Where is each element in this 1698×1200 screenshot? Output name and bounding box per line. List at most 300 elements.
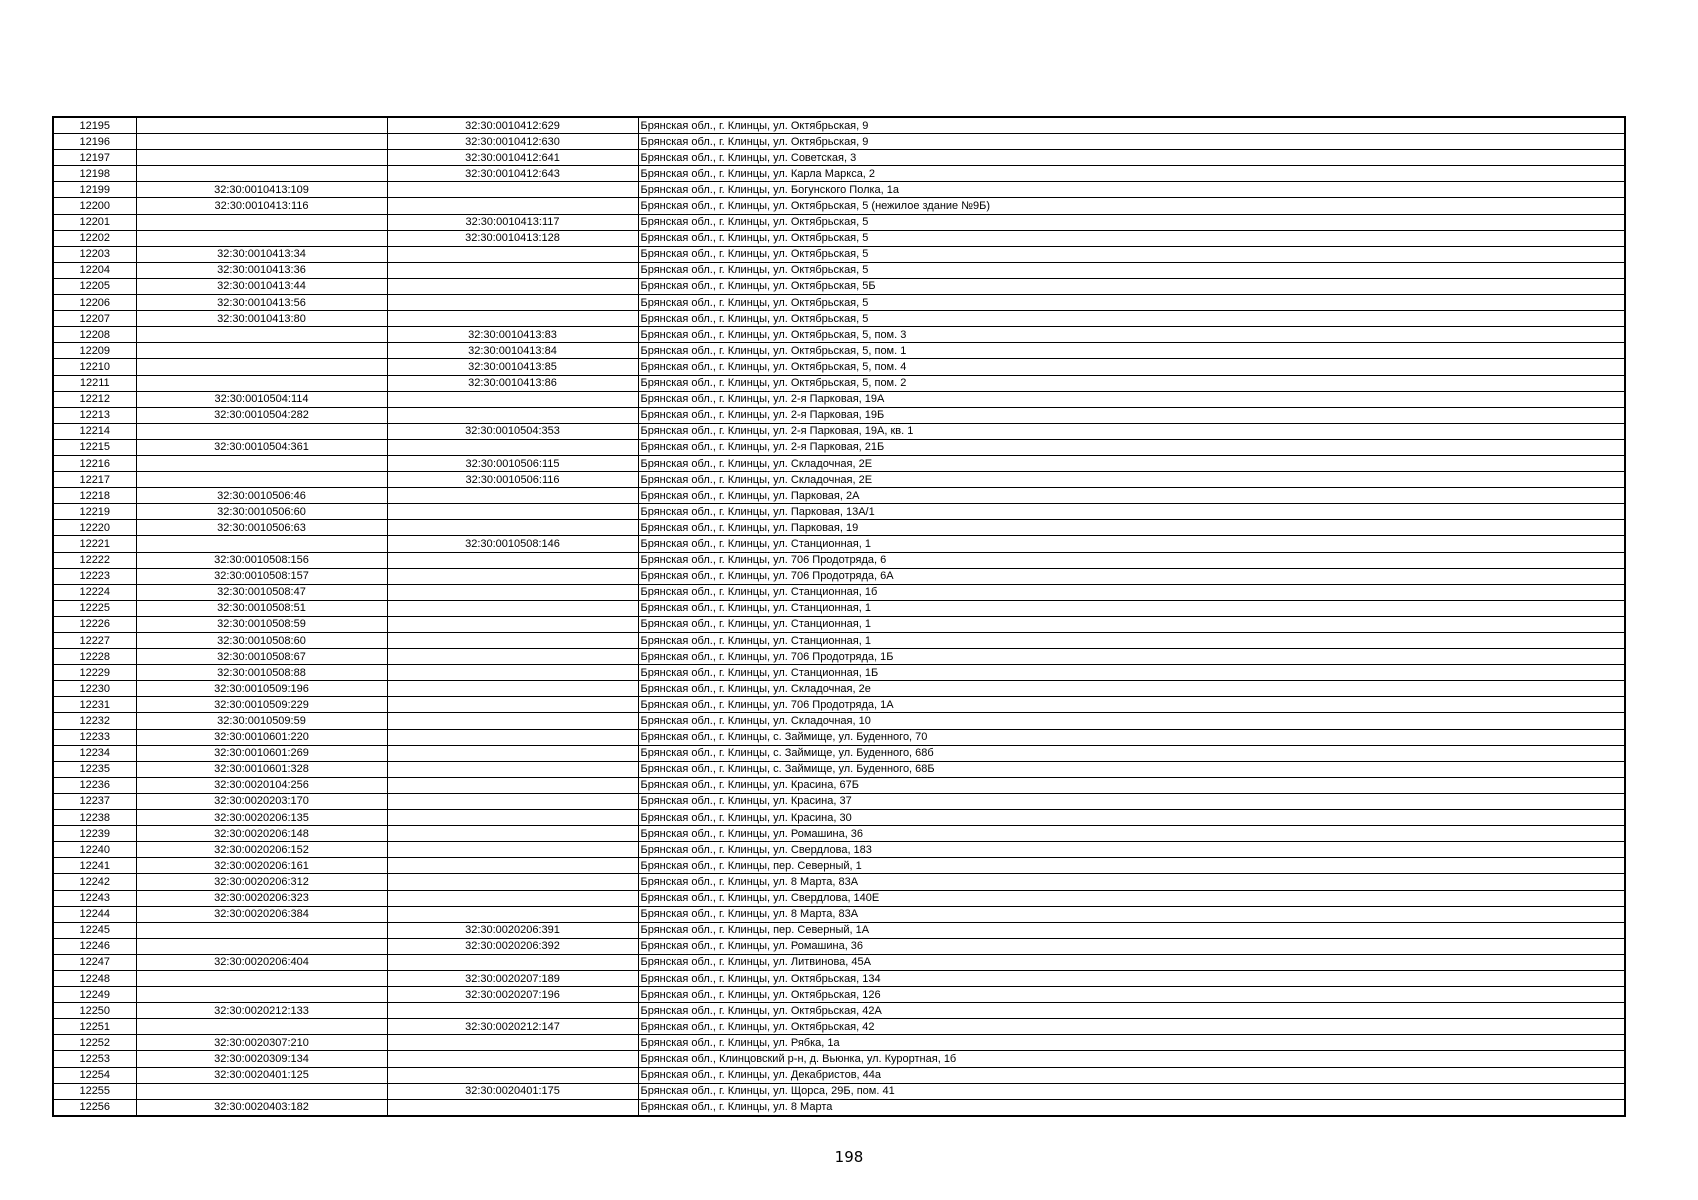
cadastral-number-cell: 32:30:0010601:269 (136, 745, 387, 761)
premises-cadastral-number-cell (387, 874, 638, 890)
address-cell: Брянская обл., г. Клинцы, ул. Станционная, 1Б (638, 665, 1625, 681)
table-row (53, 1019, 1625, 1035)
premises-cadastral-number-cell (387, 954, 638, 970)
row-number-cell: 12249 (53, 987, 136, 1003)
cadastral-number-cell: 32:30:0010506:46 (136, 488, 387, 504)
table-row (53, 890, 1625, 906)
table-row (53, 713, 1625, 729)
premises-cadastral-number-cell: 32:30:0020206:391 (387, 922, 638, 938)
table-row (53, 262, 1625, 278)
premises-cadastral-number-cell: 32:30:0010508:146 (387, 536, 638, 552)
table-row (53, 681, 1625, 697)
cadastral-number-cell: 32:30:0010601:220 (136, 729, 387, 745)
table-row (53, 488, 1625, 504)
cadastral-number-cell: 32:30:0020206:161 (136, 858, 387, 874)
table-row (53, 166, 1625, 182)
cadastral-number-cell (136, 117, 387, 134)
address-cell: Брянская обл., г. Клинцы, ул. Красина, 30 (638, 810, 1625, 826)
address-cell: Брянская обл., г. Клинцы, ул. 706 Продотряда, 6 (638, 552, 1625, 568)
cadastral-number-cell: 32:30:0010413:80 (136, 311, 387, 327)
address-cell: Брянская обл., г. Клинцы, ул. Парковая, 2А (638, 488, 1625, 504)
cadastral-number-cell (136, 327, 387, 343)
row-number-cell: 12238 (53, 810, 136, 826)
table-row (53, 874, 1625, 890)
address-cell: Брянская обл., г. Клинцы, пер. Северный, 1А (638, 922, 1625, 938)
cadastral-number-cell: 32:30:0010413:34 (136, 246, 387, 262)
premises-cadastral-number-cell (387, 777, 638, 793)
cadastral-number-cell: 32:30:0020212:133 (136, 1003, 387, 1019)
table-row (53, 970, 1625, 986)
premises-cadastral-number-cell: 32:30:0010413:84 (387, 343, 638, 359)
table-row (53, 246, 1625, 262)
address-cell: Брянская обл., г. Клинцы, ул. Октябрьская, 5 (638, 262, 1625, 278)
address-cell: Брянская обл., г. Клинцы, с. Займище, ул. Буденного, 70 (638, 729, 1625, 745)
row-number-cell: 12216 (53, 455, 136, 471)
table-row (53, 552, 1625, 568)
address-cell: Брянская обл., г. Клинцы, ул. Складочная, 2е (638, 681, 1625, 697)
table-row (53, 826, 1625, 842)
table-row (53, 117, 1625, 134)
row-number-cell: 12199 (53, 182, 136, 198)
table-row (53, 343, 1625, 359)
row-number-cell: 12198 (53, 166, 136, 182)
table-row (53, 922, 1625, 938)
cadastral-number-cell (136, 938, 387, 954)
address-cell: Брянская обл., г. Клинцы, с. Займище, ул. Буденного, 68Б (638, 761, 1625, 777)
address-cell: Брянская обл., г. Клинцы, ул. Октябрьская, 134 (638, 970, 1625, 986)
cadastral-number-cell: 32:30:0010508:67 (136, 649, 387, 665)
address-cell: Брянская обл., г. Клинцы, ул. Октябрьская, 5 (638, 295, 1625, 311)
table-row (53, 214, 1625, 230)
premises-cadastral-number-cell: 32:30:0020212:147 (387, 1019, 638, 1035)
cadastral-number-cell: 32:30:0020203:170 (136, 793, 387, 809)
row-number-cell: 12233 (53, 729, 136, 745)
row-number-cell: 12256 (53, 1099, 136, 1116)
table-row (53, 134, 1625, 150)
address-cell: Брянская обл., г. Клинцы, ул. 2-я Парковая, 19А (638, 391, 1625, 407)
row-number-cell: 12203 (53, 246, 136, 262)
table-row (53, 761, 1625, 777)
row-number-cell: 12229 (53, 665, 136, 681)
address-cell: Брянская обл., г. Клинцы, ул. 706 Продотряда, 1А (638, 697, 1625, 713)
row-number-cell: 12246 (53, 938, 136, 954)
table-row (53, 150, 1625, 166)
address-cell: Брянская обл., г. Клинцы, ул. Парковая, 19 (638, 520, 1625, 536)
cadastral-number-cell (136, 150, 387, 166)
address-cell: Брянская обл., г. Клинцы, ул. 706 Продотряда, 1Б (638, 649, 1625, 665)
address-cell: Брянская обл., г. Клинцы, ул. Станционная, 1б (638, 584, 1625, 600)
premises-cadastral-number-cell (387, 504, 638, 520)
address-cell: Брянская обл., г. Клинцы, ул. Ромашина, 36 (638, 938, 1625, 954)
address-cell: Брянская обл., г. Клинцы, ул. Октябрьская, 5, пом. 4 (638, 359, 1625, 375)
cadastral-number-cell: 32:30:0020309:134 (136, 1051, 387, 1067)
cadastral-number-cell: 32:30:0010413:109 (136, 182, 387, 198)
cadastral-number-cell: 32:30:0010508:60 (136, 633, 387, 649)
cadastral-number-cell (136, 987, 387, 1003)
premises-cadastral-number-cell (387, 1099, 638, 1116)
address-cell: Брянская обл., г. Клинцы, ул. Октябрьская, 42 (638, 1019, 1625, 1035)
row-number-cell: 12231 (53, 697, 136, 713)
premises-cadastral-number-cell (387, 842, 638, 858)
address-cell: Брянская обл., г. Клинцы, ул. 8 Марта, 83А (638, 874, 1625, 890)
cadastral-number-cell: 32:30:0010508:59 (136, 616, 387, 632)
table-row (53, 906, 1625, 922)
premises-cadastral-number-cell (387, 665, 638, 681)
address-cell: Брянская обл., г. Клинцы, ул. Красина, 67Б (638, 777, 1625, 793)
table-row (53, 182, 1625, 198)
row-number-cell: 12228 (53, 649, 136, 665)
premises-cadastral-number-cell: 32:30:0020207:189 (387, 970, 638, 986)
row-number-cell: 12241 (53, 858, 136, 874)
premises-cadastral-number-cell (387, 1067, 638, 1083)
table-row (53, 1083, 1625, 1099)
table-row (53, 1035, 1625, 1051)
cadastral-number-cell (136, 166, 387, 182)
premises-cadastral-number-cell: 32:30:0010413:86 (387, 375, 638, 391)
premises-cadastral-number-cell (387, 262, 638, 278)
premises-cadastral-number-cell (387, 1003, 638, 1019)
page-number: 198 (834, 1148, 864, 1166)
address-cell: Брянская обл., г. Клинцы, ул. Декабристов, 44а (638, 1067, 1625, 1083)
row-number-cell: 12247 (53, 954, 136, 970)
premises-cadastral-number-cell: 32:30:0010413:83 (387, 327, 638, 343)
row-number-cell: 12239 (53, 826, 136, 842)
cadastral-number-cell: 32:30:0010413:116 (136, 198, 387, 214)
address-cell: Брянская обл., г. Клинцы, ул. Октябрьская, 126 (638, 987, 1625, 1003)
row-number-cell: 12224 (53, 584, 136, 600)
cadastral-number-cell: 32:30:0020307:210 (136, 1035, 387, 1051)
cadastral-number-cell: 32:30:0020206:323 (136, 890, 387, 906)
address-cell: Брянская обл., г. Клинцы, ул. Октябрьская, 9 (638, 117, 1625, 134)
premises-cadastral-number-cell (387, 520, 638, 536)
premises-cadastral-number-cell (387, 311, 638, 327)
table-row (53, 729, 1625, 745)
table-row (53, 455, 1625, 471)
address-cell: Брянская обл., г. Клинцы, ул. Октябрьская, 5 (638, 246, 1625, 262)
premises-cadastral-number-cell (387, 890, 638, 906)
cadastral-number-cell: 32:30:0010508:156 (136, 552, 387, 568)
address-cell: Брянская обл., г. Клинцы, ул. Свердлова, 140Е (638, 890, 1625, 906)
row-number-cell: 12227 (53, 633, 136, 649)
premises-cadastral-number-cell (387, 584, 638, 600)
row-number-cell: 12221 (53, 536, 136, 552)
address-cell: Брянская обл., г. Клинцы, ул. Станционная, 1 (638, 633, 1625, 649)
premises-cadastral-number-cell (387, 729, 638, 745)
cadastral-number-cell (136, 359, 387, 375)
address-cell: Брянская обл., г. Клинцы, ул. Станционная, 1 (638, 616, 1625, 632)
address-cell: Брянская обл., г. Клинцы, ул. Красина, 37 (638, 793, 1625, 809)
table-row (53, 391, 1625, 407)
premises-cadastral-number-cell: 32:30:0020401:175 (387, 1083, 638, 1099)
row-number-cell: 12234 (53, 745, 136, 761)
row-number-cell: 12244 (53, 906, 136, 922)
address-cell: Брянская обл., г. Клинцы, ул. Октябрьская, 5 (638, 311, 1625, 327)
table-row (53, 584, 1625, 600)
address-cell: Брянская обл., г. Клинцы, ул. Богунского Полка, 1а (638, 182, 1625, 198)
table-row (53, 439, 1625, 455)
address-cell: Брянская обл., г. Клинцы, ул. Свердлова, 183 (638, 842, 1625, 858)
row-number-cell: 12242 (53, 874, 136, 890)
row-number-cell: 12215 (53, 439, 136, 455)
cadastral-number-cell: 32:30:0020206:135 (136, 810, 387, 826)
row-number-cell: 12204 (53, 262, 136, 278)
row-number-cell: 12243 (53, 890, 136, 906)
table-row (53, 407, 1625, 423)
table-row (53, 1099, 1625, 1116)
cadastral-number-cell: 32:30:0010506:63 (136, 520, 387, 536)
row-number-cell: 12214 (53, 423, 136, 439)
row-number-cell: 12232 (53, 713, 136, 729)
premises-cadastral-number-cell (387, 278, 638, 294)
table-row (53, 777, 1625, 793)
cadastral-number-cell (136, 1083, 387, 1099)
row-number-cell: 12207 (53, 311, 136, 327)
row-number-cell: 12253 (53, 1051, 136, 1067)
row-number-cell: 12240 (53, 842, 136, 858)
premises-cadastral-number-cell (387, 826, 638, 842)
address-cell: Брянская обл., г. Клинцы, ул. Октябрьская, 9 (638, 134, 1625, 150)
address-cell: Брянская обл., г. Клинцы, ул. Октябрьская, 5, пом. 1 (638, 343, 1625, 359)
premises-cadastral-number-cell: 32:30:0020207:196 (387, 987, 638, 1003)
table-row (53, 295, 1625, 311)
table-row (53, 987, 1625, 1003)
cadastral-number-cell: 32:30:0010601:328 (136, 761, 387, 777)
row-number-cell: 12254 (53, 1067, 136, 1083)
row-number-cell: 12235 (53, 761, 136, 777)
address-cell: Брянская обл., г. Клинцы, ул. 2-я Парковая, 19Б (638, 407, 1625, 423)
premises-cadastral-number-cell: 32:30:0010412:641 (387, 150, 638, 166)
row-number-cell: 12200 (53, 198, 136, 214)
premises-cadastral-number-cell (387, 568, 638, 584)
row-number-cell: 12225 (53, 600, 136, 616)
premises-cadastral-number-cell (387, 713, 638, 729)
table-row (53, 520, 1625, 536)
premises-cadastral-number-cell: 32:30:0010412:643 (387, 166, 638, 182)
cadastral-number-cell (136, 134, 387, 150)
table-row (53, 1003, 1625, 1019)
address-cell: Брянская обл., г. Клинцы, ул. Парковая, 13А/1 (638, 504, 1625, 520)
table-row (53, 504, 1625, 520)
premises-cadastral-number-cell: 32:30:0010413:128 (387, 230, 638, 246)
premises-cadastral-number-cell (387, 649, 638, 665)
premises-cadastral-number-cell: 32:30:0010413:117 (387, 214, 638, 230)
cadastral-number-cell: 32:30:0020401:125 (136, 1067, 387, 1083)
row-number-cell: 12255 (53, 1083, 136, 1099)
address-cell: Брянская обл., г. Клинцы, ул. Октябрьская, 42А (638, 1003, 1625, 1019)
table-row (53, 423, 1625, 439)
address-cell: Брянская обл., г. Клинцы, ул. Октябрьская, 5, пом. 3 (638, 327, 1625, 343)
cadastral-number-cell: 32:30:0010508:47 (136, 584, 387, 600)
premises-cadastral-number-cell (387, 761, 638, 777)
table-row (53, 198, 1625, 214)
premises-cadastral-number-cell (387, 745, 638, 761)
premises-cadastral-number-cell: 32:30:0010504:353 (387, 423, 638, 439)
cadastral-number-cell: 32:30:0020104:256 (136, 777, 387, 793)
table-row (53, 230, 1625, 246)
row-number-cell: 12217 (53, 472, 136, 488)
row-number-cell: 12220 (53, 520, 136, 536)
cadastral-number-cell: 32:30:0010508:51 (136, 600, 387, 616)
cadastral-number-cell (136, 536, 387, 552)
cadastral-number-cell (136, 423, 387, 439)
row-number-cell: 12226 (53, 616, 136, 632)
address-cell: Брянская обл., г. Клинцы, ул. Складочная, 2Е (638, 455, 1625, 471)
cadastral-number-cell (136, 455, 387, 471)
table-row (53, 536, 1625, 552)
premises-cadastral-number-cell (387, 906, 638, 922)
table-row (53, 793, 1625, 809)
premises-cadastral-number-cell: 32:30:0010506:115 (387, 455, 638, 471)
row-number-cell: 12196 (53, 134, 136, 150)
table-row (53, 568, 1625, 584)
row-number-cell: 12212 (53, 391, 136, 407)
table-row (53, 633, 1625, 649)
table-row (53, 810, 1625, 826)
table-row (53, 472, 1625, 488)
address-cell: Брянская обл., г. Клинцы, ул. Литвинова, 45А (638, 954, 1625, 970)
table-row (53, 359, 1625, 375)
table-row (53, 665, 1625, 681)
address-cell: Брянская обл., г. Клинцы, ул. Станционная, 1 (638, 600, 1625, 616)
cadastral-number-cell: 32:30:0010413:36 (136, 262, 387, 278)
table-row (53, 954, 1625, 970)
address-cell: Брянская обл., г. Клинцы, ул. Октябрьская, 5, пом. 2 (638, 375, 1625, 391)
address-cell: Брянская обл., г. Клинцы, ул. Карла Маркса, 2 (638, 166, 1625, 182)
row-number-cell: 12197 (53, 150, 136, 166)
row-number-cell: 12219 (53, 504, 136, 520)
row-number-cell: 12222 (53, 552, 136, 568)
premises-cadastral-number-cell (387, 198, 638, 214)
cadastral-number-cell: 32:30:0010509:59 (136, 713, 387, 729)
address-cell: Брянская обл., г. Клинцы, ул. Октябрьская, 5 (638, 230, 1625, 246)
cadastral-number-cell (136, 922, 387, 938)
cadastral-number-cell: 32:30:0020206:148 (136, 826, 387, 842)
address-cell: Брянская обл., г. Клинцы, ул. Станционная, 1 (638, 536, 1625, 552)
premises-cadastral-number-cell (387, 697, 638, 713)
address-cell: Брянская обл., г. Клинцы, ул. Складочная, 10 (638, 713, 1625, 729)
row-number-cell: 12211 (53, 375, 136, 391)
table-row (53, 745, 1625, 761)
premises-cadastral-number-cell (387, 633, 638, 649)
premises-cadastral-number-cell (387, 407, 638, 423)
row-number-cell: 12223 (53, 568, 136, 584)
cadastral-number-cell: 32:30:0010504:114 (136, 391, 387, 407)
premises-cadastral-number-cell (387, 439, 638, 455)
address-cell: Брянская обл., г. Клинцы, ул. Октябрьская, 5 (нежилое здание №9Б) (638, 198, 1625, 214)
table-row (53, 938, 1625, 954)
premises-cadastral-number-cell (387, 552, 638, 568)
table-row (53, 311, 1625, 327)
premises-cadastral-number-cell (387, 858, 638, 874)
address-cell: Брянская обл., г. Клинцы, ул. Советская, 3 (638, 150, 1625, 166)
table-row (53, 616, 1625, 632)
registry-table-body (53, 117, 1625, 1116)
row-number-cell: 12218 (53, 488, 136, 504)
premises-cadastral-number-cell (387, 295, 638, 311)
address-cell: Брянская обл., г. Клинцы, ул. Складочная, 2Е (638, 472, 1625, 488)
premises-cadastral-number-cell (387, 182, 638, 198)
row-number-cell: 12236 (53, 777, 136, 793)
table-row (53, 1051, 1625, 1067)
table-row (53, 858, 1625, 874)
address-cell: Брянская обл., Клинцовский р-н, д. Вьюнка, ул. Курортная, 1б (638, 1051, 1625, 1067)
cadastral-number-cell: 32:30:0010506:60 (136, 504, 387, 520)
premises-cadastral-number-cell (387, 1035, 638, 1051)
cadastral-number-cell: 32:30:0020403:182 (136, 1099, 387, 1116)
cadastral-number-cell (136, 214, 387, 230)
premises-cadastral-number-cell: 32:30:0010506:116 (387, 472, 638, 488)
table-row (53, 600, 1625, 616)
row-number-cell: 12210 (53, 359, 136, 375)
cadastral-number-cell: 32:30:0010508:157 (136, 568, 387, 584)
cadastral-number-cell: 32:30:0010508:88 (136, 665, 387, 681)
cadastral-number-cell (136, 343, 387, 359)
row-number-cell: 12206 (53, 295, 136, 311)
premises-cadastral-number-cell (387, 488, 638, 504)
row-number-cell: 12195 (53, 117, 136, 134)
address-cell: Брянская обл., г. Клинцы, ул. 8 Марта, 83А (638, 906, 1625, 922)
cadastral-number-cell: 32:30:0010413:56 (136, 295, 387, 311)
row-number-cell: 12213 (53, 407, 136, 423)
address-cell: Брянская обл., г. Клинцы, ул. 2-я Парковая, 19А, кв. 1 (638, 423, 1625, 439)
address-cell: Брянская обл., г. Клинцы, с. Займище, ул. Буденного, 68б (638, 745, 1625, 761)
table-row (53, 649, 1625, 665)
table-row (53, 697, 1625, 713)
premises-cadastral-number-cell: 32:30:0010412:629 (387, 117, 638, 134)
row-number-cell: 12230 (53, 681, 136, 697)
address-cell: Брянская обл., г. Клинцы, ул. Октябрьская, 5Б (638, 278, 1625, 294)
cadastral-number-cell: 32:30:0020206:404 (136, 954, 387, 970)
premises-cadastral-number-cell (387, 600, 638, 616)
cadastral-number-cell (136, 970, 387, 986)
premises-cadastral-number-cell (387, 1051, 638, 1067)
cadastral-number-cell (136, 472, 387, 488)
table-row (53, 1067, 1625, 1083)
address-cell: Брянская обл., г. Клинцы, ул. 706 Продотряда, 6А (638, 568, 1625, 584)
table-row (53, 327, 1625, 343)
address-cell: Брянская обл., г. Клинцы, ул. Ромашина, 36 (638, 826, 1625, 842)
premises-cadastral-number-cell: 32:30:0020206:392 (387, 938, 638, 954)
cadastral-number-cell: 32:30:0010509:196 (136, 681, 387, 697)
registry-table (52, 116, 1626, 1117)
premises-cadastral-number-cell: 32:30:0010412:630 (387, 134, 638, 150)
row-number-cell: 12205 (53, 278, 136, 294)
address-cell: Брянская обл., г. Клинцы, ул. Рябка, 1а (638, 1035, 1625, 1051)
cadastral-number-cell: 32:30:0020206:384 (136, 906, 387, 922)
address-cell: Брянская обл., г. Клинцы, пер. Северный, 1 (638, 858, 1625, 874)
premises-cadastral-number-cell: 32:30:0010413:85 (387, 359, 638, 375)
premises-cadastral-number-cell (387, 391, 638, 407)
table-row (53, 842, 1625, 858)
row-number-cell: 12245 (53, 922, 136, 938)
premises-cadastral-number-cell (387, 246, 638, 262)
cadastral-number-cell (136, 375, 387, 391)
address-cell: Брянская обл., г. Клинцы, ул. 2-я Парковая, 21Б (638, 439, 1625, 455)
cadastral-number-cell: 32:30:0010509:229 (136, 697, 387, 713)
premises-cadastral-number-cell (387, 793, 638, 809)
cadastral-number-cell: 32:30:0010504:361 (136, 439, 387, 455)
row-number-cell: 12208 (53, 327, 136, 343)
row-number-cell: 12201 (53, 214, 136, 230)
row-number-cell: 12252 (53, 1035, 136, 1051)
cadastral-number-cell: 32:30:0010413:44 (136, 278, 387, 294)
table-row (53, 278, 1625, 294)
premises-cadastral-number-cell (387, 616, 638, 632)
address-cell: Брянская обл., г. Клинцы, ул. 8 Марта (638, 1099, 1625, 1116)
cadastral-number-cell: 32:30:0010504:282 (136, 407, 387, 423)
cadastral-number-cell: 32:30:0020206:312 (136, 874, 387, 890)
row-number-cell: 12209 (53, 343, 136, 359)
